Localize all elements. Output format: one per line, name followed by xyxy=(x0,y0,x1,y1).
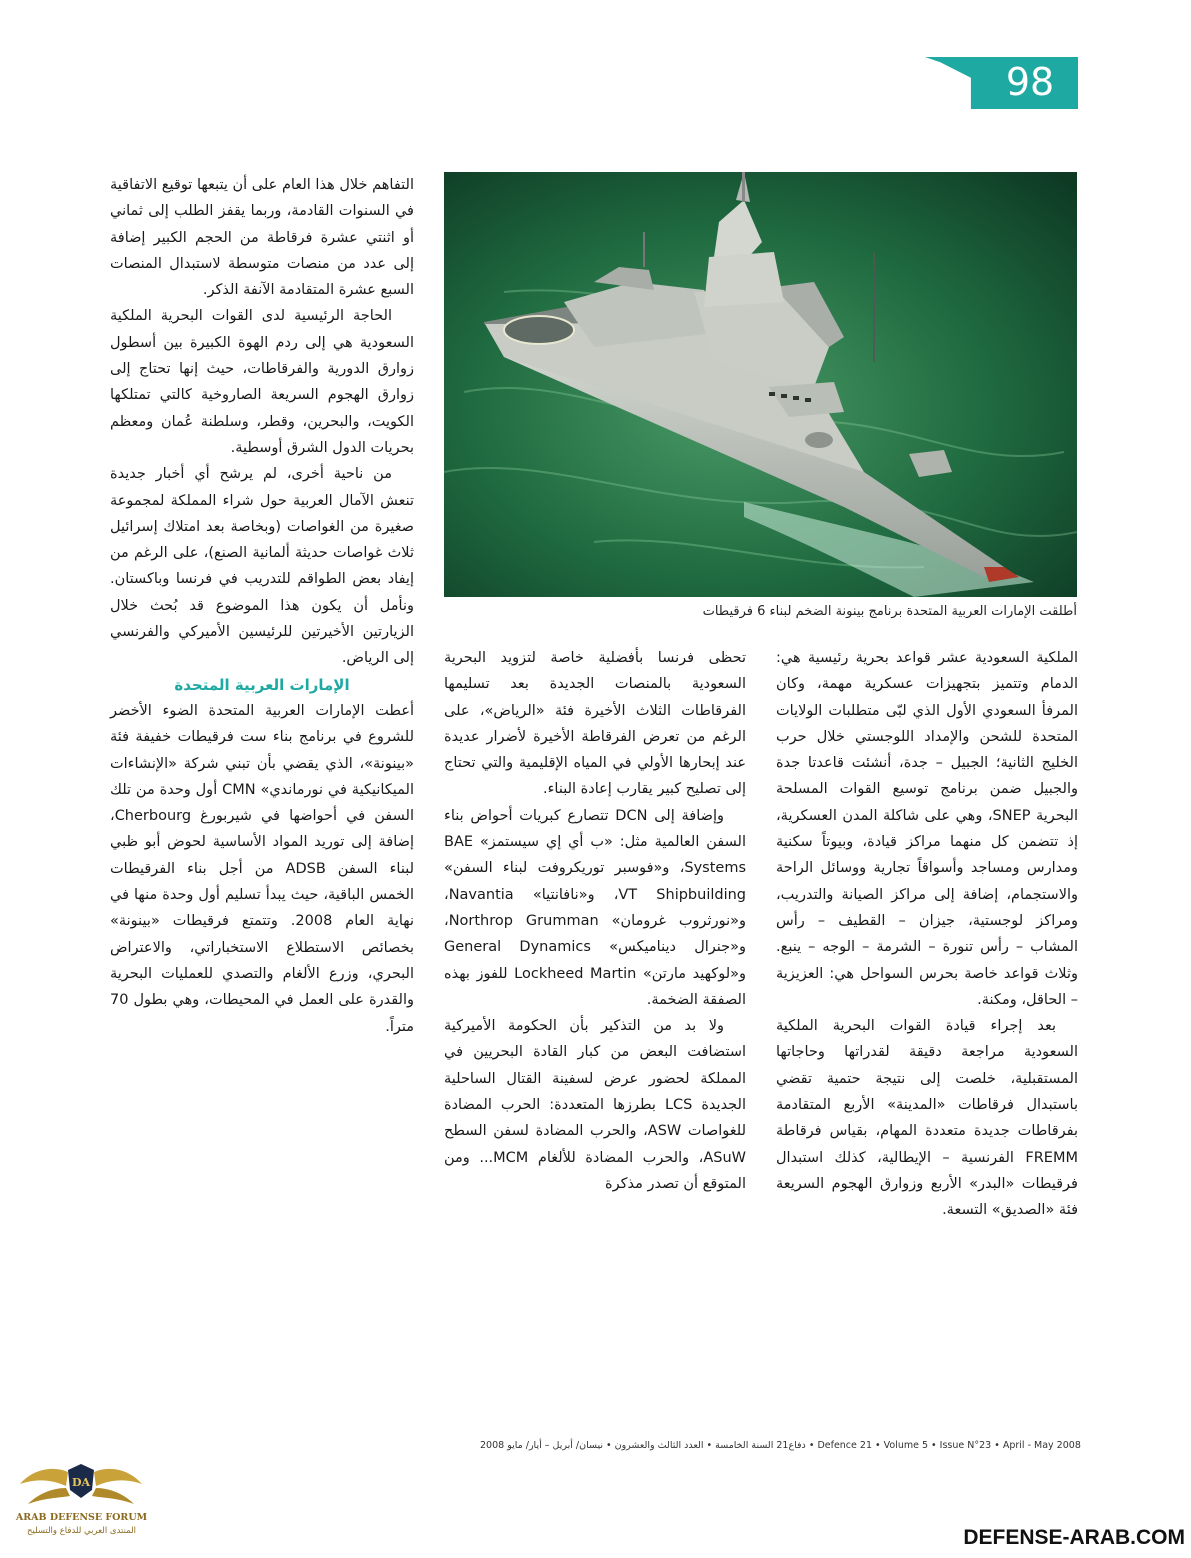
page-footer: دفاع21 السنة الخامسة • العدد الثالث والعشرون • نيسان/ أبريل – أيار/ مايو 2008 • Defence 21 • Volume 5 • Issue N°23 • April - May 2008 xyxy=(480,1440,1081,1451)
paragraph: بعد إجراء قيادة القوات البحرية الملكية السعودية مراجعة دقيقة لقدراتها وحاجاتها المستقبلية، خلصت إلى نتيجة حتمية تقضي باستبدال فرقاطات «المدينة» الأربع المتقادمة بفرقاطات جديدة متعددة المهام، بقياس فرقاطة FREMM الفرنسية – الإيطالية، كذلك استبدال فرقيطات «البدر» الأربع وزوارق الهجوم السريعة فئة «الصديق» التسعة. xyxy=(776,1018,1078,1219)
site-watermark: DEFENSE-ARAB.COM xyxy=(963,1526,1185,1549)
article-column-left xyxy=(110,172,414,1040)
section-heading: الإمارات العربية المتحدة xyxy=(174,675,350,694)
logo-subtitle: المنتدى العربي للدفاع والتسليح xyxy=(26,1526,137,1536)
paragraph: الملكية السعودية عشر قواعد بحرية رئيسية هي: الدمام وتتميز بتجهيزات عسكرية مهمة، وكان المرفأ السعودي الأول الذي لبّى متطلبات الولايات المتحدة للشحن والإمداد اللوجستي خلال حرب الخليج الثانية؛ الجبيل – جدة، أنشئت قاعدتا جدة والجبيل ضمن برنامج توسيع القوات المسلحة البحرية SNEP، وهي على شاكلة المدن العسكرية، إذ تتضمن كل منهما مراكز قيادة، وبيوتاً سكنية ومدارس ومساجد وأسواقاً تجارية ووسائل الراحة والاستجمام، إضافة إلى مراكز الصيانة والتدريب، ومراكز لوجستية، جيزان – القطيف – رأس المشاب – رأس تنورة – الشرمة – الوجه – ينبع. وثلاث قواعد خاصة بحرس السواحل هي: العزيزية – الحاقل، ومكنة. xyxy=(776,650,1078,1008)
paragraph: الحاجة الرئيسية لدى القوات البحرية الملكية السعودية هي إلى ردم الهوة الكبيرة بين أسطول زوارق الدورية والفرقاطات، حيث إنها تحتاج إلى زوارق الهجوم السريعة الصاروخية كالتي تمتلكها الكويت، والبحرين، وقطر، وسلطنة عُمان ومعظم بحريات الدول الشرق أوسطية. xyxy=(110,308,414,456)
arab-defense-forum-logo xyxy=(14,1458,149,1554)
paragraph: أعطت الإمارات العربية المتحدة الضوء الأخضر للشروع في برنامج بناء ست فرقيطات خفيفة فئة «بينونة»، الذي يقضي بأن تبني شركة «الإنشاءات الميكانيكية في نورماندي» CMN أول وحدة من تلك السفن في أحواضها في شيربورغ Cherbourg، إضافة إلى توريد المواد الأساسية لحوض أبو ظبي لبناء السفن ADSB من أجل بناء الفرقيطات الخمس الباقية، حيث يبدأ تسليم أول وحدة منها في نهاية العام 2008. وتتمتع فرقيطات «بينونة» بخصائص الاستطلاع الاستخباراتي، والاعتراض البحري، وزرع الألغام والتصدي للعمليات البحرية والقدرة على العمل في المحيطات، وهي بطول 70 متراً. xyxy=(110,702,414,1035)
eagle-emblem-icon xyxy=(14,1458,149,1514)
logo-mark: DA xyxy=(71,1476,91,1489)
paragraph: التفاهم خلال هذا العام على أن يتبعها توقيع الاتفاقية في السنوات القادمة، وربما يقفز الطلب إلى ثماني أو اثنتي عشرة فرقاطة من الحجم الكبير إضافة إلى عدد من منصات متوسطة لاستبدال المنصات السبع عشرة المتقادمة الآنفة الذكر. xyxy=(110,177,414,299)
paragraph: تحظى فرنسا بأفضلية خاصة لتزويد البحرية السعودية بالمنصات الجديدة بعد تسليمها الفرقاطات الثلاث الأخيرة فئة «الرياض»، على الرغم من تعرض الفرقاطة الأخيرة لأضرار عديدة عند إبحارها الأولي في المياه الإقليمية والتي تحتاج إلى تصليح كبير يقارب إعادة البناء. xyxy=(444,650,746,798)
frigate-illustration xyxy=(444,172,1077,597)
paragraph: ولا بد من التذكير بأن الحكومة الأميركية استضافت البعض من كبار القادة البحريين في المملكة لحضور عرض لسفينة القتال الساحلية الجديدة LCS بطرزها المتعددة: الحرب المضادة للغواصات ASW، والحرب المضادة لسفن السطح ASuW، والحرب المضادة للألغام MCM... ومن المتوقع أن تصدر مذكرة xyxy=(444,1018,746,1192)
article-column-right xyxy=(776,645,1078,1224)
paragraph: وإضافة إلى DCN تتصارع كبريات أحواض بناء السفن العالمية مثل: «ب أي إي سيستمز» BAE Systems، و«فوسبر توريكروفت لبناء السفن» VT Shipbuilding، و«نافانتيا» Navantia، و«نورثروب غرومان» Northrop Grumman، و«جنرال ديناميكس» General Dynamics و«لوكهيد مارتن» Lockheed Martin للفوز بهذه الصفقة الضخمة. xyxy=(444,807,747,1008)
paragraph: من ناحية أخرى، لم يرشح أي أخبار جديدة تنعش الآمال العربية حول شراء المملكة لمجموعة صغيرة من الغواصات (وبخاصة بعد امتلاك إسرائيل ثلاث غواصات حديثة ألمانية الصنع)، على الرغم من إيفاد بعض الطواقم للتدريب في فرنسا وباكستان. ونأمل أن يكون هذا الموضوع قد بُحث خلال الزيارتين الأخيرتين للرئيسين الأميركي والفرنسي إلى الرياض. xyxy=(110,466,414,667)
page-number: 98 xyxy=(1005,60,1055,104)
ship-photo xyxy=(444,172,1077,597)
article-column-middle xyxy=(444,645,746,1197)
photo-caption: أطلقت الإمارات العربية المتحدة برنامج بينونة الضخم لبناء 6 فرقيطات xyxy=(702,604,1077,619)
logo-title: ARAB DEFENSE FORUM xyxy=(15,1512,148,1523)
